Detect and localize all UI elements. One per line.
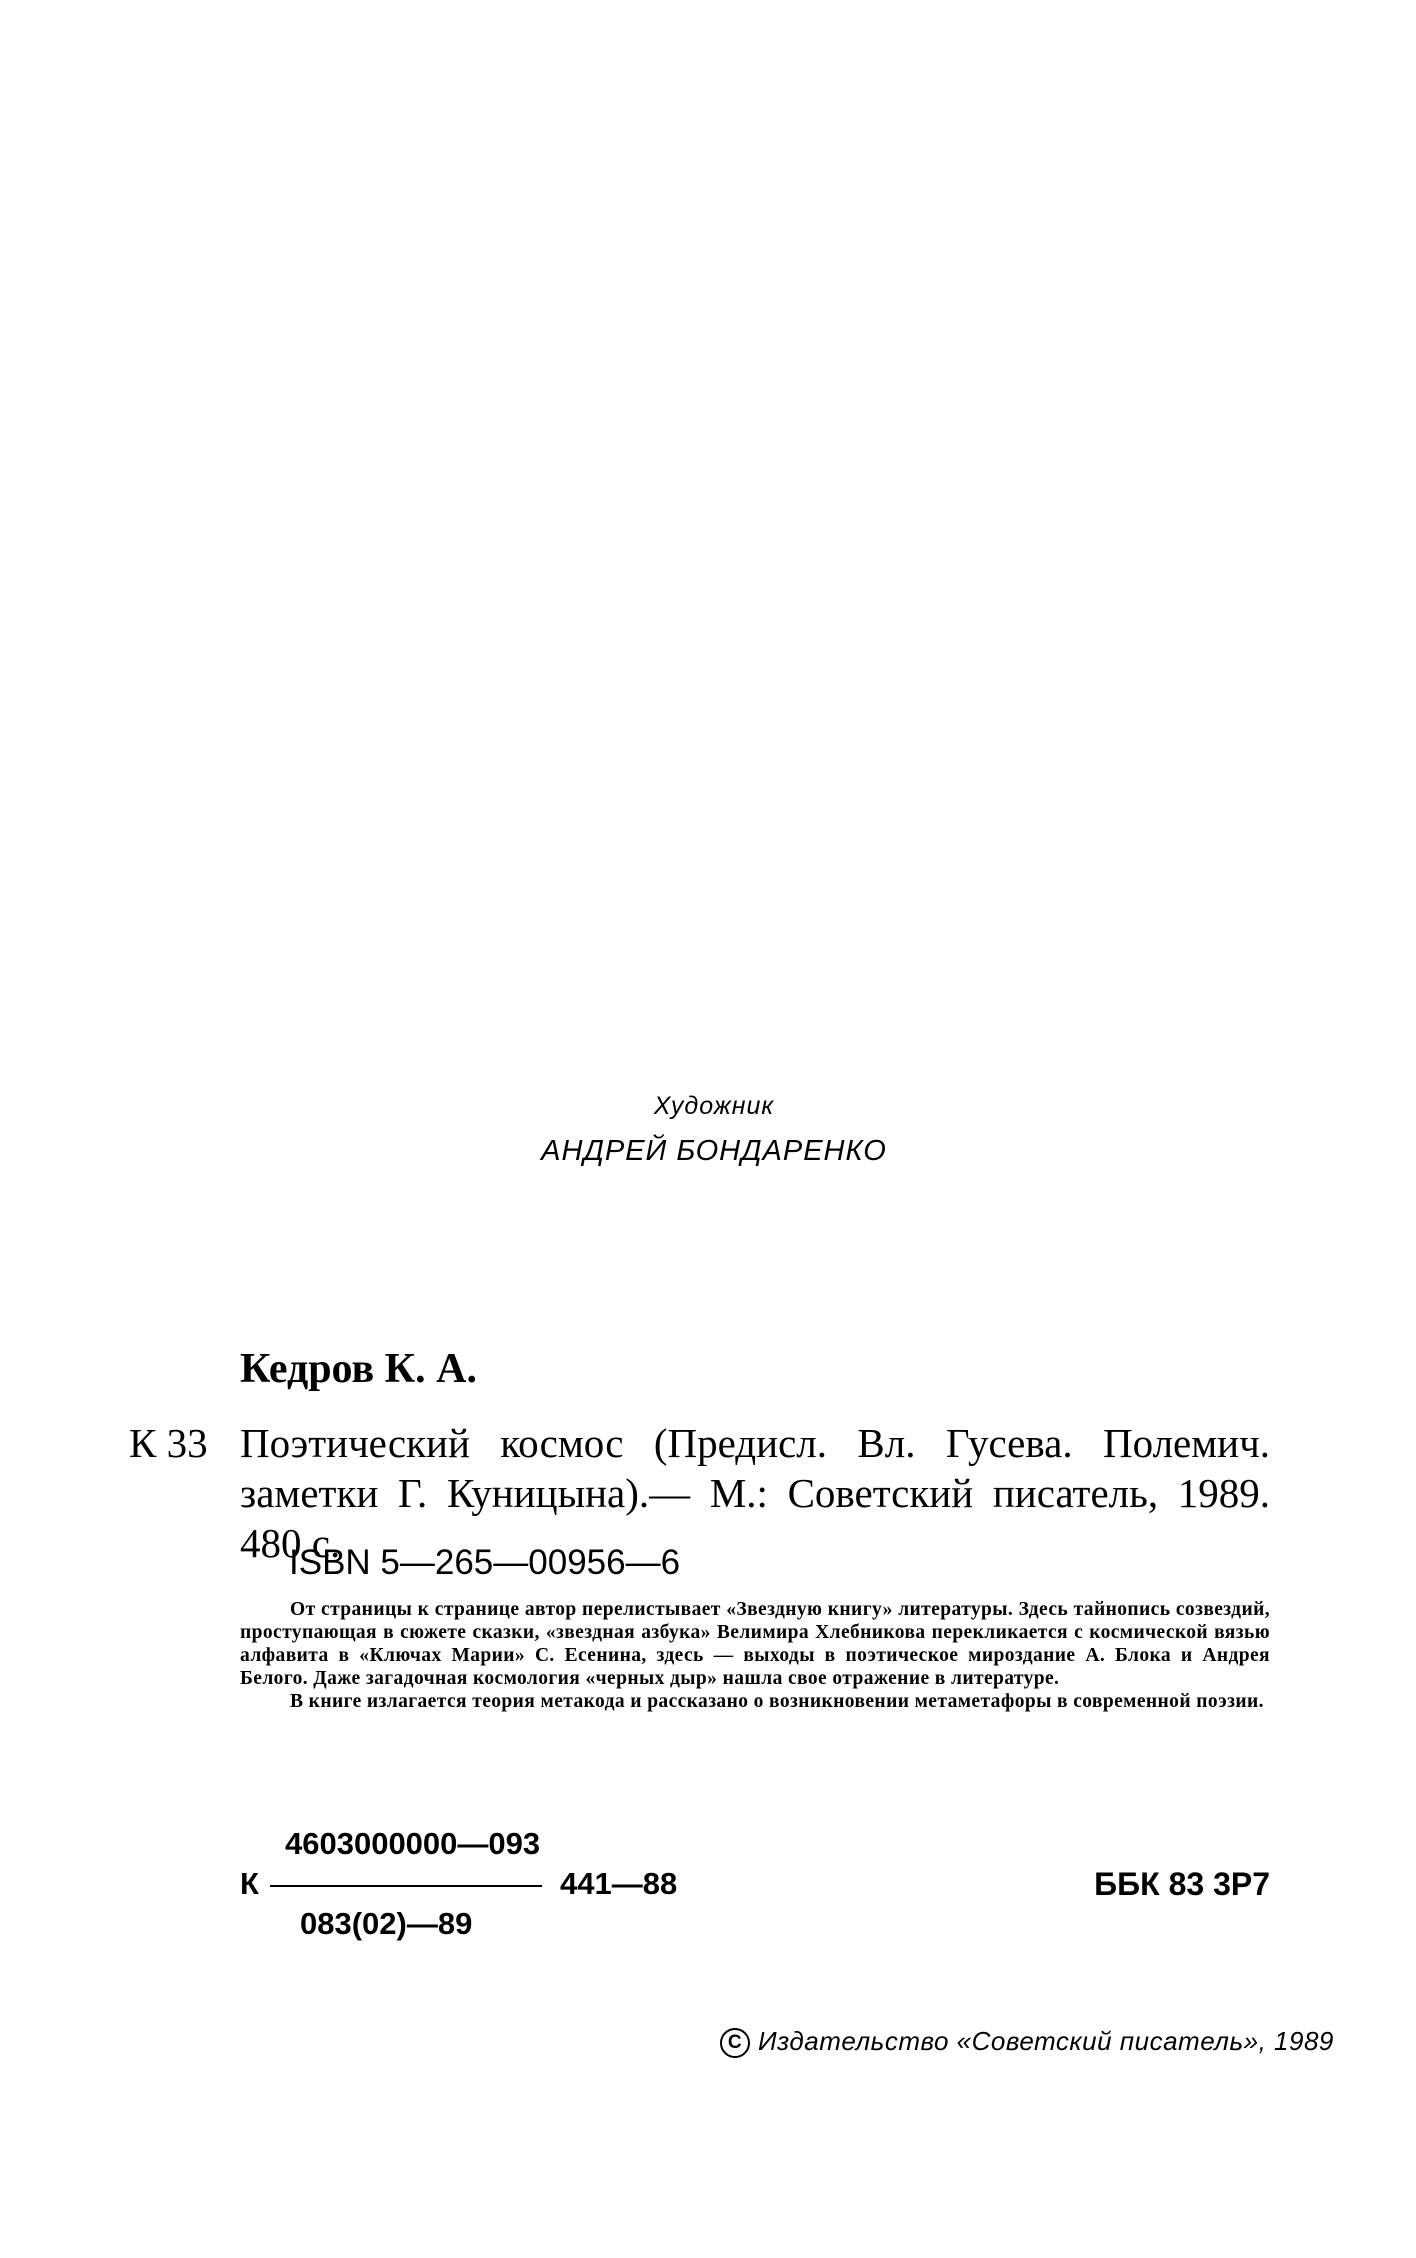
artist-name: АНДРЕЙ БОНДАРЕНКО xyxy=(541,1135,887,1167)
catalog-author: Кедров К. А. xyxy=(240,1346,477,1392)
annotation-paragraph: В книге излагается теория метакода и рассказано о возникновении метаметафоры в современной поэзии. xyxy=(290,1691,1264,1712)
bbk-code: ББК 83 3Р7 xyxy=(1094,1866,1270,1902)
copyright-icon: C xyxy=(720,2028,750,2058)
annotation-paragraph: От страницы к странице автор перелистывает «Звездную книгу» литературы. Здесь тайнопись созвездий, проступающая в сюжете сказки, «звездная азбука» Велимира Хлебникова перекликается с космической вязью алфавита в «Ключах Марии» С. Есенина, здесь — выходы в поэтическое мироздание А. Блока и Андрея Белого. Даже загадочная космология «черных дыр» нашла свое отражение в литературе. xyxy=(240,1599,1270,1689)
catalog-author-mark: К 33 xyxy=(129,1420,208,1466)
artist-role: Художник xyxy=(653,1092,775,1120)
isbn: ISBN 5—265—00956—6 xyxy=(289,1543,681,1582)
index-code-block xyxy=(240,1828,1270,1943)
index-code-letter: К xyxy=(240,1866,259,1901)
copyright-text: Издательство «Советский писатель», 1989 xyxy=(758,2026,1334,2056)
artist-credit xyxy=(0,1092,1416,1168)
index-code-divider xyxy=(270,1885,542,1887)
catalog-description: Поэтический космос (Предисл. Вл. Гусева. Полемич. заметки Г. Куницына).— М.: Советский писатель, 1989. 480 с. xyxy=(240,1420,1270,1566)
index-code-right: 441—88 xyxy=(560,1866,678,1901)
index-code-top: 4603000000—093 xyxy=(285,1826,541,1861)
annotation xyxy=(240,1598,1270,1713)
index-code-bottom: 083(02)—89 xyxy=(300,1906,473,1941)
copyright-line xyxy=(720,2026,1334,2058)
